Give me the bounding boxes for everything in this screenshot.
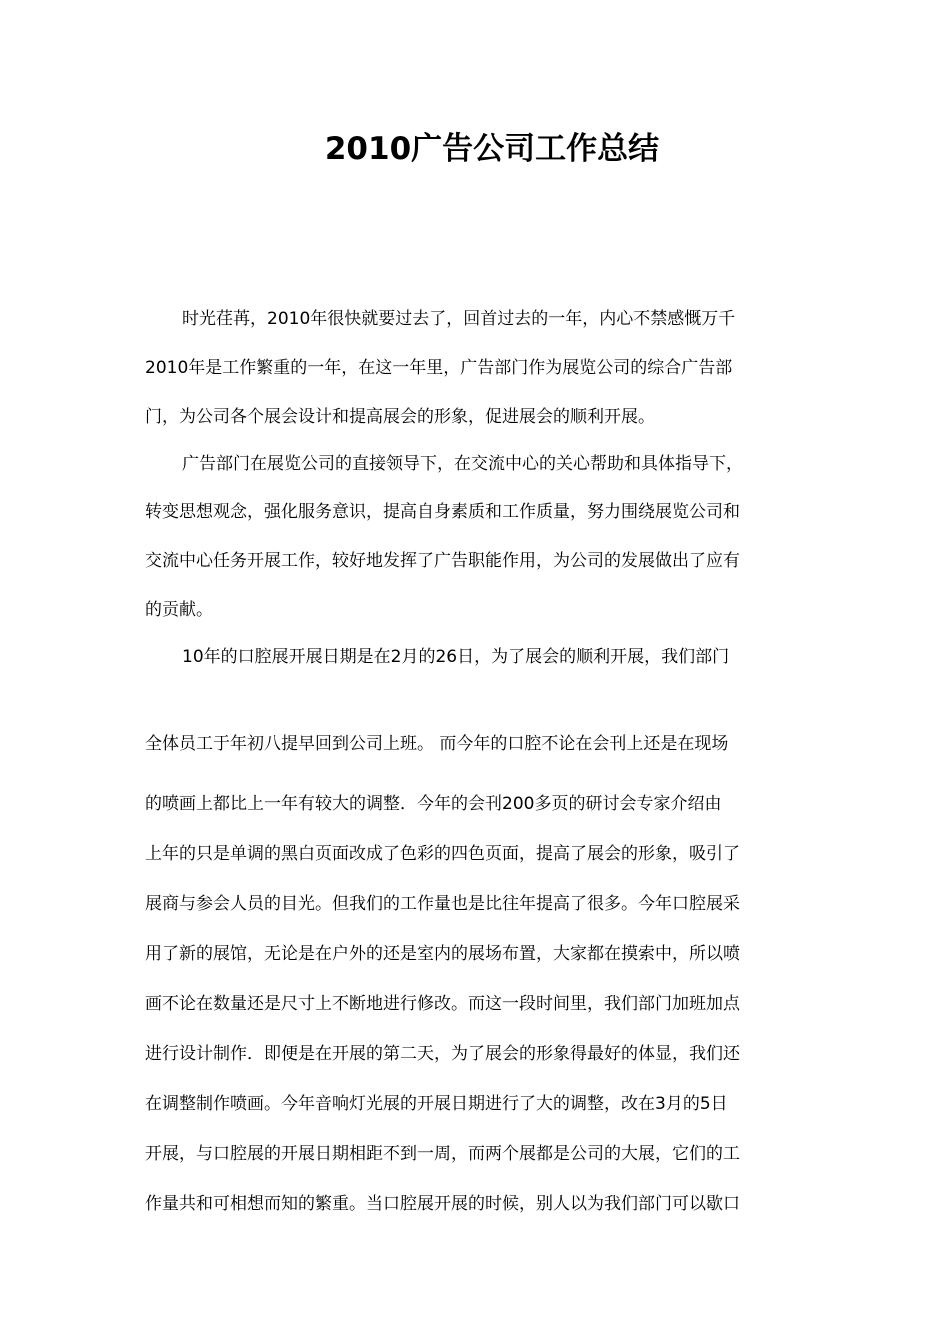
paragraph-line: 展商与参会人员的目光。但我们的工作量也是比往年提高了很多。今年口腔展采	[145, 894, 740, 914]
paragraph-line: 的贡献。	[145, 600, 213, 620]
paragraph-line: 门，为公司各个展会设计和提高展会的形象，促进展会的顺利开展。	[145, 407, 655, 427]
paragraph-line: 2010年是工作繁重的一年，在这一年里，广告部门作为展览公司的综合广告部	[145, 358, 733, 378]
paragraph-line: 进行设计制作．即便是在开展的第二天，为了展会的形象得最好的体显，我们还	[145, 1044, 740, 1064]
paragraph-line: 作量共和可相想而知的繁重。当口腔展开展的时候，别人以为我们部门可以歇口	[145, 1194, 740, 1214]
paragraph-line: 的喷画上都比上一年有较大的调整．今年的会刊200多页的研讨会专家介绍由	[145, 794, 722, 814]
paragraph-line: 转变思想观念，强化服务意识，提高自身素质和工作质量，努力围绕展览公司和	[145, 502, 740, 522]
paragraph-line: 全体员工于年初八提早回到公司上班。 而今年的口腔不论在会刊上还是在现场	[145, 734, 729, 754]
paragraph-line: 用了新的展馆，无论是在户外的还是室内的展场布置，大家都在摸索中，所以喷	[145, 944, 740, 964]
paragraph-line: 在调整制作喷画。今年音响灯光展的开展日期进行了大的调整，改在3月的5日	[145, 1094, 728, 1114]
paragraph-line: 交流中心任务开展工作，较好地发挥了广告职能作用，为公司的发展做出了应有	[145, 551, 740, 571]
paragraph-line: 开展，与口腔展的开展日期相距不到一周，而两个展都是公司的大展，它们的工	[145, 1144, 740, 1164]
paragraph-line: 画不论在数量还是尺寸上不断地进行修改。而这一段时间里，我们部门加班加点	[145, 994, 740, 1014]
paragraph-line: 广告部门在展览公司的直接领导下，在交流中心的关心帮助和具体指导下，	[182, 454, 743, 474]
paragraph-line: 时光荏苒，2010年很快就要过去了，回首过去的一年，内心不禁感慨万千	[182, 309, 736, 329]
document-title: 2010广告公司工作总结	[324, 131, 660, 167]
paragraph-line: 上年的只是单调的黑白页面改成了色彩的四色页面，提高了展会的形象，吸引了	[145, 844, 740, 864]
paragraph-line: 10年的口腔展开展日期是在2月的26日，为了展会的顺利开展，我们部门	[182, 647, 730, 667]
